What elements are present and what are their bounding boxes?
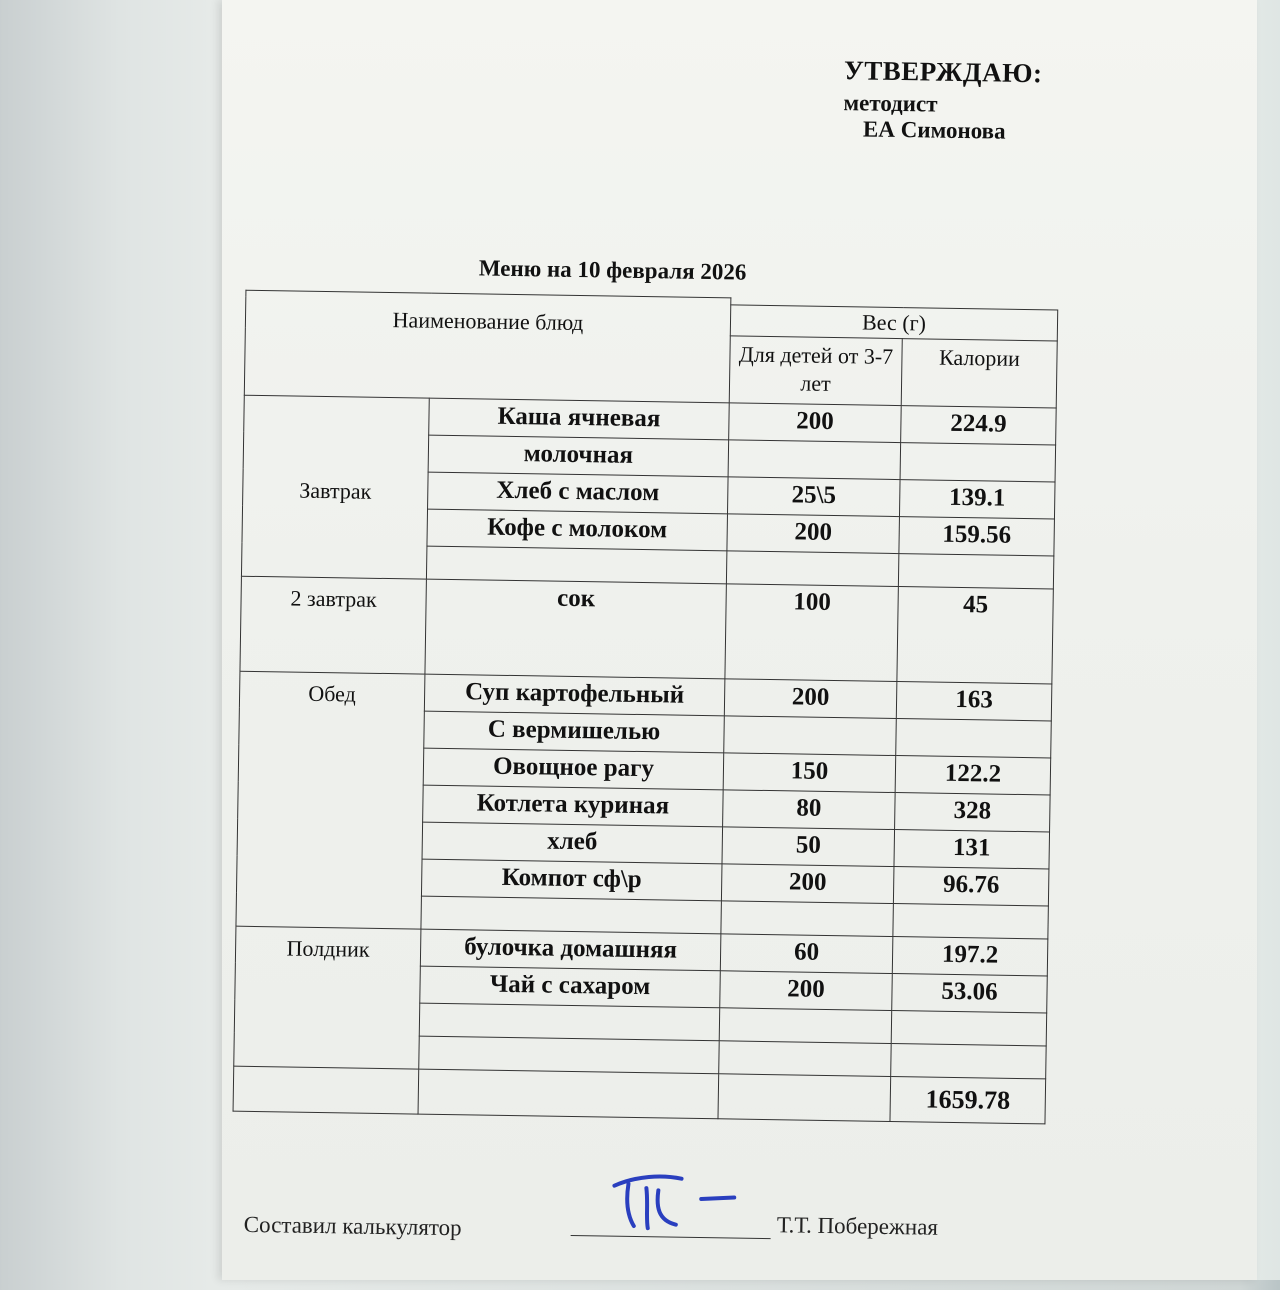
dish-weight: 150 xyxy=(723,752,896,792)
dish-calories: 45 xyxy=(897,586,1053,683)
meal-rows xyxy=(234,395,1056,1079)
menu-title: Меню на 10 февраля 2026 xyxy=(478,255,747,285)
empty-cell xyxy=(898,553,1053,588)
approval-heading: УТВЕРЖДАЮ: xyxy=(843,55,1043,89)
dish-name: хлеб xyxy=(422,822,723,864)
header-weight: Вес (г) xyxy=(730,304,1057,340)
dish-name: сок xyxy=(425,579,726,679)
meal-name: Полдник xyxy=(234,926,421,1069)
empty-cell xyxy=(421,896,721,934)
dish-name: Чай с сахаром xyxy=(420,966,721,1008)
dish-calories: 197.2 xyxy=(892,936,1048,975)
meal-name: 2 завтрак xyxy=(240,576,426,674)
empty-cell xyxy=(726,550,898,586)
meal-name: Завтрак xyxy=(241,395,429,579)
empty-cell xyxy=(719,1007,891,1043)
dish-name: Кофе с молоком xyxy=(427,509,728,551)
dish-calories: 53.06 xyxy=(892,973,1048,1012)
dish-name: Каша ячневая xyxy=(429,398,730,440)
compiled-by-label: Составил калькулятор xyxy=(243,1211,462,1241)
dish-calories: 163 xyxy=(896,681,1052,720)
dish-calories: 224.9 xyxy=(901,405,1057,444)
approval-block xyxy=(843,55,1043,145)
dish-weight xyxy=(724,715,897,755)
dish-weight: 200 xyxy=(727,513,900,553)
dish-calories: 131 xyxy=(894,829,1050,868)
dish-calories xyxy=(896,718,1052,757)
dish-weight: 50 xyxy=(722,826,895,866)
menu-row xyxy=(240,576,1053,684)
total-empty-cell xyxy=(418,1069,719,1119)
dish-calories: 96.76 xyxy=(893,866,1049,905)
dish-name: Суп картофельный xyxy=(424,674,725,716)
dish-weight: 100 xyxy=(725,583,898,681)
dish-weight: 200 xyxy=(724,678,897,718)
dish-calories: 122.2 xyxy=(895,755,1051,794)
dish-calories xyxy=(900,442,1056,481)
total-empty-cell xyxy=(233,1066,419,1114)
dish-name: С вермишелью xyxy=(424,711,725,753)
empty-cell xyxy=(419,1003,719,1041)
dish-weight: 200 xyxy=(720,970,893,1010)
empty-cell xyxy=(419,1036,719,1074)
dish-weight: 200 xyxy=(721,863,894,903)
dish-name: молочная xyxy=(428,435,729,477)
dish-weight: 60 xyxy=(720,933,893,973)
compiler-name: Т.Т. Побережная xyxy=(776,1212,939,1240)
empty-cell xyxy=(719,1040,891,1076)
dish-name: Компот сф\р xyxy=(421,859,722,901)
dish-name: Котлета куриная xyxy=(423,785,724,827)
approver-name: ЕА Симонова xyxy=(862,116,1006,144)
total-empty-cell xyxy=(718,1073,891,1121)
total-calories: 1659.78 xyxy=(890,1076,1046,1123)
empty-cell xyxy=(893,903,1048,938)
empty-cell xyxy=(891,1010,1046,1045)
dish-name: булочка домашняя xyxy=(420,929,721,971)
dish-weight: 200 xyxy=(729,402,902,442)
dish-name: Овощное рагу xyxy=(423,748,724,790)
approver-position: методист xyxy=(843,90,938,117)
meal-name: Обед xyxy=(236,671,425,929)
dish-name: Хлеб с маслом xyxy=(428,472,729,514)
menu-table xyxy=(233,290,1059,1124)
dish-weight: 80 xyxy=(723,789,896,829)
empty-cell xyxy=(426,546,726,584)
header-children-age: Для детей от 3-7 лет xyxy=(729,335,902,405)
empty-cell xyxy=(891,1043,1046,1078)
dish-calories: 159.56 xyxy=(899,516,1055,555)
dish-calories: 328 xyxy=(895,792,1051,831)
header-calories: Калории xyxy=(901,338,1057,407)
empty-cell xyxy=(721,900,893,936)
dish-calories: 139.1 xyxy=(899,479,1055,518)
handwritten-signature xyxy=(606,1168,747,1240)
dish-weight xyxy=(728,439,901,479)
header-dish-name: Наименование блюд xyxy=(244,290,731,402)
dish-weight: 25\5 xyxy=(728,476,901,516)
